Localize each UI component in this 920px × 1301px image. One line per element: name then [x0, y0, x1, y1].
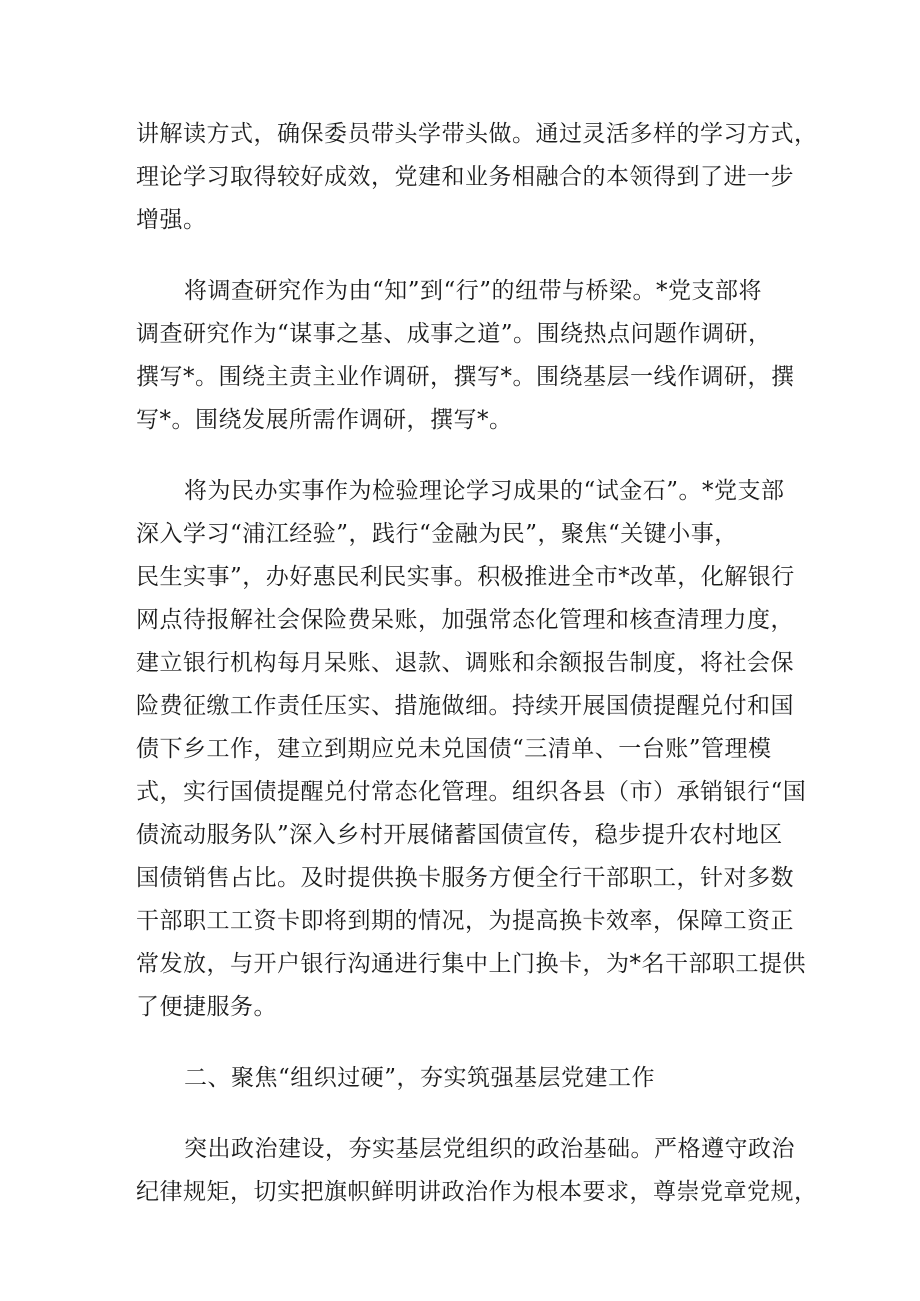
- text-line: 常发放，与开户银行沟通进行集中上门换卡，为*名干部职工提供: [136, 951, 806, 977]
- document-body: [136, 113, 818, 1242]
- text-line: 将调查研究作为由“知”到“行”的纽带与桥梁。*党支部将: [184, 278, 763, 304]
- section-heading: 二、聚焦“组织过硬”，夯实筑强基层党建工作: [184, 1065, 656, 1091]
- text-line: 突出政治建设，夯实基层党组织的政治基础。严格遵守政治: [184, 1136, 795, 1162]
- paragraph-political-construction: [136, 1128, 818, 1214]
- text-line: 调查研究作为“谋事之基、成事之道”。围绕热点问题作调研，: [136, 321, 772, 347]
- text-line: 民生实事”，办好惠民利民实事。积极推进全市*改革，化解银行: [136, 564, 795, 590]
- text-line: 增强。: [136, 207, 207, 233]
- text-line: 理论学习取得较好成效，党建和业务相融合的本领得到了进一步: [136, 164, 794, 190]
- text-line: 讲解读方式，确保委员带头学带头做。通过灵活多样的学习方式，: [136, 121, 818, 147]
- text-line: 深入学习“浦江经验”，践行“金融为民”，聚焦“关键小事，: [136, 521, 738, 547]
- text-line: 干部职工工资卡即将到期的情况，为提高换卡效率，保障工资正: [136, 908, 794, 934]
- text-line: 纪律规矩，切实把旗帜鲜明讲政治作为根本要求，尊崇党章党规，: [136, 1179, 818, 1205]
- text-line: 国债销售占比。及时提供换卡服务方便全行干部职工，针对多数: [136, 865, 794, 891]
- text-line: 建立银行机构每月呆账、退款、调账和余额报告制度，将社会保: [136, 650, 794, 676]
- text-line: 债流动服务队”深入乡村开展储蓄国债宣传，稳步提升农村地区: [136, 822, 783, 848]
- text-line: 将为民办实事作为检验理论学习成果的“试金石”。*党支部: [184, 478, 785, 504]
- text-line: 网点待报解社会保险费呆账，加强常态化管理和核查清理力度，: [136, 607, 794, 633]
- paragraph-research: [136, 270, 794, 442]
- text-line: 险费征缴工作责任压实、措施做细。持续开展国债提醒兑付和国: [136, 693, 794, 719]
- text-line: 了便捷服务。: [136, 994, 277, 1020]
- paragraph-study-methods: [136, 113, 818, 242]
- text-line: 写*。围绕发展所需作调研，撰写*。: [136, 407, 513, 433]
- text-line: 式，实行国债提醒兑付常态化管理。组织各县（市）承销银行“国: [136, 779, 807, 805]
- paragraph-public-service: [136, 470, 807, 1029]
- text-line: 撰写*。围绕主责主业作调研，撰写*。围绕基层一线作调研，撰: [136, 364, 795, 390]
- text-line: 债下乡工作，建立到期应兑未兑国债“三清单、一台账”管理模: [136, 736, 772, 762]
